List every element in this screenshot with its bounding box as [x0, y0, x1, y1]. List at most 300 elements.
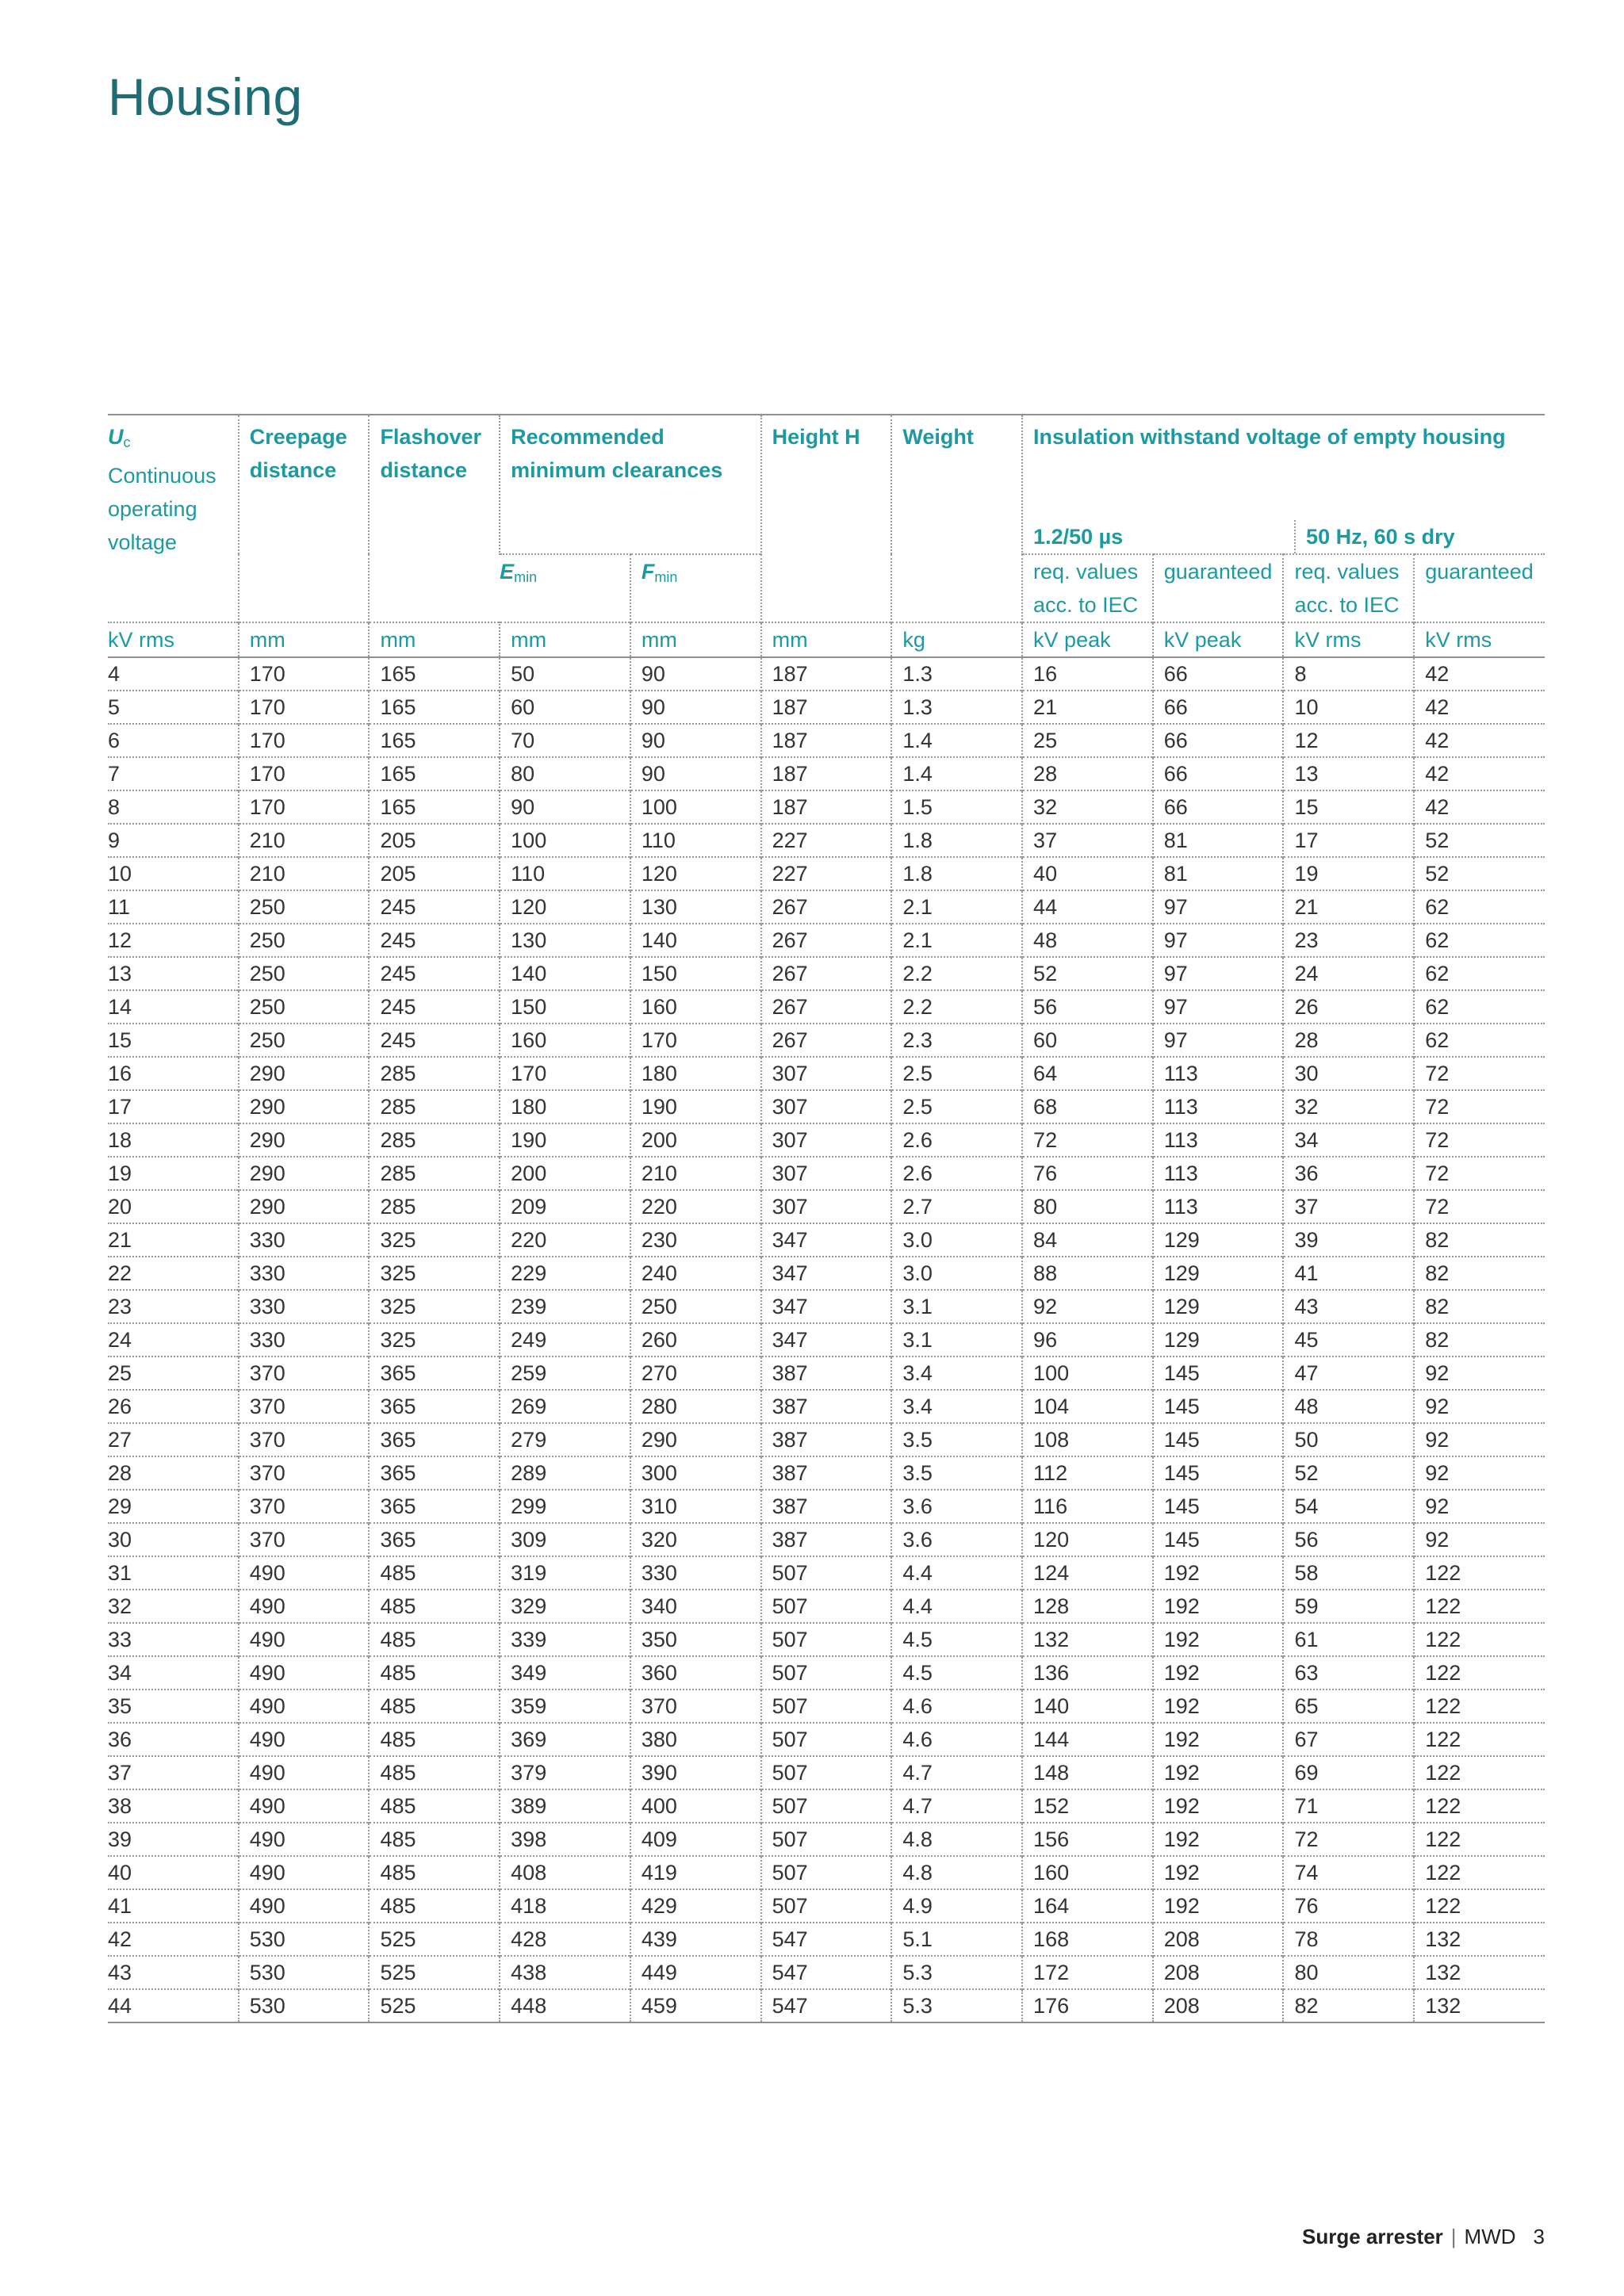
table-row: [108, 1390, 1545, 1423]
table-cell: 104: [1022, 1390, 1153, 1423]
table-cell: 370: [239, 1357, 370, 1390]
table-cell: 140: [630, 924, 761, 957]
table-cell: 387: [761, 1390, 892, 1423]
table-cell: 90: [630, 724, 761, 757]
table-cell: 3.5: [891, 1423, 1022, 1456]
table-cell: 3.1: [891, 1323, 1022, 1357]
table-cell: 68: [1022, 1090, 1153, 1123]
table-cell: 50: [500, 657, 630, 691]
table-cell: 42: [1414, 657, 1545, 691]
table-cell: 227: [761, 824, 892, 857]
table-cell: 160: [630, 990, 761, 1024]
page-number: 3: [1533, 2225, 1545, 2248]
table-cell: 37: [1022, 824, 1153, 857]
table-cell: 92: [1022, 1290, 1153, 1323]
table-row: [108, 1623, 1545, 1656]
table-cell: 267: [761, 1024, 892, 1057]
table-cell: 60: [1022, 1024, 1153, 1057]
table-cell: 547: [761, 1923, 892, 1956]
table-cell: 429: [630, 1889, 761, 1923]
table-cell: 269: [500, 1390, 630, 1423]
table-cell: 42: [1414, 691, 1545, 724]
table-row: [108, 1257, 1545, 1290]
table-cell: 129: [1153, 1223, 1284, 1257]
table-cell: 459: [630, 1989, 761, 2022]
table-cell: 3.5: [891, 1456, 1022, 1490]
table-cell: 37: [1283, 1190, 1414, 1223]
table-cell: 230: [630, 1223, 761, 1257]
table-cell: 245: [369, 890, 500, 924]
table-cell: 3.4: [891, 1357, 1022, 1390]
table-cell: 307: [761, 1057, 892, 1090]
table-cell: 285: [369, 1057, 500, 1090]
header-impulse-req: req. values acc. to IEC: [1022, 554, 1153, 622]
table-cell: 192: [1153, 1856, 1284, 1889]
footer-brand: Surge arrester: [1302, 2225, 1443, 2248]
table-cell: 72: [1414, 1157, 1545, 1190]
table-cell: 7: [108, 762, 121, 786]
table-cell: 289: [500, 1456, 630, 1490]
table-cell: 148: [1022, 1756, 1153, 1789]
table-cell: 113: [1153, 1123, 1284, 1157]
table-row: [108, 924, 1545, 957]
table-cell: 28: [1022, 757, 1153, 790]
table-row: [108, 1456, 1545, 1490]
table-cell: 3.1: [891, 1290, 1022, 1323]
table-cell: 32: [108, 1594, 132, 1618]
table-cell: 113: [1153, 1157, 1284, 1190]
table-cell: 42: [108, 1927, 132, 1951]
table-cell: 485: [369, 1590, 500, 1623]
table-cell: 24: [1283, 957, 1414, 990]
table-cell: 113: [1153, 1190, 1284, 1223]
table-cell: 28: [1283, 1024, 1414, 1057]
table-cell: 2.2: [891, 990, 1022, 1024]
table-cell: 17: [1283, 824, 1414, 857]
table-row: [108, 757, 1545, 790]
table-cell: 132: [1414, 1989, 1545, 2022]
units-row: [108, 622, 1545, 657]
table-cell: 12: [108, 928, 132, 952]
table-cell: 220: [500, 1223, 630, 1257]
table-cell: 2.5: [891, 1090, 1022, 1123]
table-cell: 380: [630, 1723, 761, 1756]
table-cell: 1.5: [891, 790, 1022, 824]
table-cell: 307: [761, 1123, 892, 1157]
table-cell: 530: [239, 1923, 370, 1956]
table-cell: 74: [1283, 1856, 1414, 1889]
table-cell: 97: [1153, 1024, 1284, 1057]
table-cell: 507: [761, 1889, 892, 1923]
table-row: [108, 1823, 1545, 1856]
table-cell: 30: [1283, 1057, 1414, 1090]
table-cell: 43: [1283, 1290, 1414, 1323]
table-cell: 22: [108, 1261, 132, 1285]
table-cell: 122: [1414, 1856, 1545, 1889]
table-cell: 4.8: [891, 1823, 1022, 1856]
header-fmin: $F_{min}$: [630, 554, 761, 622]
table-cell: 239: [500, 1290, 630, 1323]
table-cell: 485: [369, 1556, 500, 1590]
table-cell: 250: [630, 1290, 761, 1323]
table-row: [108, 657, 1545, 691]
table-cell: 449: [630, 1956, 761, 1989]
table-cell: 26: [108, 1395, 132, 1418]
table-cell: 23: [108, 1295, 132, 1318]
table-cell: 192: [1153, 1756, 1284, 1789]
table-cell: 227: [761, 857, 892, 890]
table-cell: 40: [1022, 857, 1153, 890]
table-cell: 21: [1022, 691, 1153, 724]
table-cell: 419: [630, 1856, 761, 1889]
table-cell: 92: [1414, 1523, 1545, 1556]
table-cell: 12: [1283, 724, 1414, 757]
table-cell: 122: [1414, 1590, 1545, 1623]
table-cell: 47: [1283, 1357, 1414, 1390]
table-cell: 67: [1283, 1723, 1414, 1756]
unit-cell: kV rms: [1414, 622, 1545, 657]
table-cell: 299: [500, 1490, 630, 1523]
table-cell: 365: [369, 1490, 500, 1523]
table-cell: 485: [369, 1823, 500, 1856]
table-cell: 490: [239, 1656, 370, 1689]
table-row: [108, 1423, 1545, 1456]
table-cell: 250: [239, 1024, 370, 1057]
table-cell: 360: [630, 1656, 761, 1689]
header-impulse: 1.2/50 µs: [1033, 525, 1124, 549]
table-cell: 25: [1022, 724, 1153, 757]
table-cell: 92: [1414, 1456, 1545, 1490]
table-cell: 62: [1414, 1024, 1545, 1057]
table-cell: 43: [108, 1961, 132, 1984]
table-cell: 90: [500, 790, 630, 824]
table-cell: 80: [1283, 1956, 1414, 1989]
table-cell: 56: [1022, 990, 1153, 1024]
table-cell: 320: [630, 1523, 761, 1556]
table-row: [108, 1656, 1545, 1689]
table-cell: 16: [1022, 657, 1153, 691]
table-cell: 21: [1283, 890, 1414, 924]
table-cell: 3.6: [891, 1490, 1022, 1523]
table-cell: 245: [369, 990, 500, 1024]
table-cell: 61: [1283, 1623, 1414, 1656]
table-cell: 365: [369, 1357, 500, 1390]
table-cell: 170: [239, 790, 370, 824]
table-cell: 113: [1153, 1090, 1284, 1123]
table-cell: 490: [239, 1689, 370, 1723]
table-cell: 485: [369, 1723, 500, 1756]
table-cell: 418: [500, 1889, 630, 1923]
table-cell: 110: [630, 824, 761, 857]
table-cell: 245: [369, 924, 500, 957]
table-cell: 170: [239, 724, 370, 757]
table-cell: 325: [369, 1323, 500, 1357]
table-cell: 65: [1283, 1689, 1414, 1723]
table-cell: 24: [108, 1328, 132, 1352]
table-cell: 145: [1153, 1423, 1284, 1456]
table-cell: 150: [630, 957, 761, 990]
table-cell: 220: [630, 1190, 761, 1223]
table-cell: 387: [761, 1490, 892, 1523]
table-cell: 4.7: [891, 1756, 1022, 1789]
table-cell: 72: [1414, 1190, 1545, 1223]
table-cell: 390: [630, 1756, 761, 1789]
table-cell: 187: [761, 691, 892, 724]
table-row: [108, 1923, 1545, 1956]
table-cell: 144: [1022, 1723, 1153, 1756]
table-cell: 279: [500, 1423, 630, 1456]
table-cell: 165: [369, 691, 500, 724]
table-cell: 170: [239, 657, 370, 691]
table-cell: 48: [1022, 924, 1153, 957]
table-row: [108, 1290, 1545, 1323]
table-cell: 9: [108, 828, 121, 852]
table-cell: 4.6: [891, 1689, 1022, 1723]
table-cell: 54: [1283, 1490, 1414, 1523]
table-cell: 71: [1283, 1789, 1414, 1823]
table-cell: 129: [1153, 1323, 1284, 1357]
table-cell: 370: [239, 1490, 370, 1523]
table-cell: 365: [369, 1423, 500, 1456]
table-cell: 27: [108, 1428, 132, 1452]
table-row: [108, 1223, 1545, 1257]
table-cell: 32: [1283, 1090, 1414, 1123]
table-cell: 525: [369, 1989, 500, 2022]
table-cell: 63: [1283, 1656, 1414, 1689]
table-cell: 42: [1414, 724, 1545, 757]
table-cell: 5.3: [891, 1956, 1022, 1989]
table-cell: 170: [630, 1024, 761, 1057]
table-cell: 379: [500, 1756, 630, 1789]
table-cell: 100: [500, 824, 630, 857]
unit-cell: kV peak: [1022, 622, 1153, 657]
table-cell: 190: [500, 1123, 630, 1157]
table-cell: 309: [500, 1523, 630, 1556]
table-cell: 1.8: [891, 824, 1022, 857]
table-cell: 387: [761, 1423, 892, 1456]
table-cell: 439: [630, 1923, 761, 1956]
table-cell: 72: [1414, 1057, 1545, 1090]
table-cell: 240: [630, 1257, 761, 1290]
table-cell: 285: [369, 1190, 500, 1223]
table-cell: 490: [239, 1623, 370, 1656]
table-cell: 2.2: [891, 957, 1022, 990]
table-row: [108, 1989, 1545, 2022]
table-cell: 350: [630, 1623, 761, 1656]
table-cell: 10: [1283, 691, 1414, 724]
table-cell: 245: [369, 1024, 500, 1057]
table-cell: 15: [1283, 790, 1414, 824]
table-cell: 150: [500, 990, 630, 1024]
table-cell: 525: [369, 1923, 500, 1956]
table-cell: 507: [761, 1723, 892, 1756]
table-cell: 4.6: [891, 1723, 1022, 1756]
table-cell: 250: [239, 924, 370, 957]
table-cell: 36: [108, 1728, 132, 1751]
table-cell: 62: [1414, 957, 1545, 990]
table-cell: 97: [1153, 957, 1284, 990]
table-cell: 37: [108, 1761, 132, 1785]
table-cell: 290: [239, 1157, 370, 1190]
table-cell: 34: [1283, 1123, 1414, 1157]
table-cell: 347: [761, 1290, 892, 1323]
table-cell: 2.1: [891, 890, 1022, 924]
table-cell: 15: [108, 1028, 132, 1052]
table-cell: 349: [500, 1656, 630, 1689]
table-cell: 120: [1022, 1523, 1153, 1556]
table-cell: 160: [1022, 1856, 1153, 1889]
table-cell: 365: [369, 1523, 500, 1556]
table-cell: 387: [761, 1357, 892, 1390]
header-flashover: Flashover distance: [369, 415, 500, 622]
table-cell: 72: [1022, 1123, 1153, 1157]
table-cell: 72: [1283, 1823, 1414, 1856]
table-cell: 370: [239, 1423, 370, 1456]
unit-cell: kg: [891, 622, 1022, 657]
table-row: [108, 1490, 1545, 1523]
table-cell: 307: [761, 1090, 892, 1123]
table-cell: 428: [500, 1923, 630, 1956]
table-cell: 90: [630, 691, 761, 724]
table-cell: 145: [1153, 1523, 1284, 1556]
table-cell: 325: [369, 1257, 500, 1290]
table-cell: 408: [500, 1856, 630, 1889]
table-cell: 3.0: [891, 1223, 1022, 1257]
unit-cell: kV rms: [108, 628, 174, 652]
table-row: [108, 824, 1545, 857]
table-cell: 44: [108, 1994, 132, 2018]
table-cell: 44: [1022, 890, 1153, 924]
table-cell: 485: [369, 1856, 500, 1889]
table-cell: 370: [630, 1689, 761, 1723]
table-cell: 187: [761, 790, 892, 824]
table-cell: 66: [1153, 657, 1284, 691]
table-cell: 48: [1283, 1390, 1414, 1423]
table-cell: 122: [1414, 1689, 1545, 1723]
table-cell: 389: [500, 1789, 630, 1823]
table-cell: 192: [1153, 1789, 1284, 1823]
table-cell: 156: [1022, 1823, 1153, 1856]
table-cell: 30: [108, 1528, 132, 1552]
table-cell: 41: [1283, 1257, 1414, 1290]
table-cell: 2.5: [891, 1057, 1022, 1090]
table-cell: 200: [500, 1157, 630, 1190]
table-row: [108, 1889, 1545, 1923]
table-cell: 78: [1283, 1923, 1414, 1956]
table-cell: 307: [761, 1157, 892, 1190]
header-ac-guaranteed: guaranteed: [1414, 554, 1545, 622]
footer: [1302, 2225, 1545, 2249]
table-cell: 290: [239, 1123, 370, 1157]
header-ac-req: req. values acc. to IEC: [1283, 554, 1414, 622]
table-cell: 209: [500, 1190, 630, 1223]
table-cell: 347: [761, 1257, 892, 1290]
table-cell: 168: [1022, 1923, 1153, 1956]
table-cell: 490: [239, 1556, 370, 1590]
table-cell: 1.4: [891, 724, 1022, 757]
table-cell: 369: [500, 1723, 630, 1756]
table-row: [108, 1590, 1545, 1623]
table-cell: 192: [1153, 1723, 1284, 1756]
table-cell: 122: [1414, 1723, 1545, 1756]
table-cell: 530: [239, 1956, 370, 1989]
table-cell: 229: [500, 1257, 630, 1290]
table-row: [108, 1789, 1545, 1823]
table-cell: 290: [239, 1057, 370, 1090]
table-cell: 325: [369, 1290, 500, 1323]
table-cell: 39: [108, 1827, 132, 1851]
table-cell: 92: [1414, 1357, 1545, 1390]
header-creepage: Creepage distance: [239, 415, 370, 622]
table-cell: 2.6: [891, 1157, 1022, 1190]
table-cell: 267: [761, 924, 892, 957]
table-cell: 3.4: [891, 1390, 1022, 1423]
table-cell: 56: [1283, 1523, 1414, 1556]
table-cell: 365: [369, 1390, 500, 1423]
table-body: [108, 657, 1545, 2022]
table-cell: 285: [369, 1123, 500, 1157]
table-row: [108, 691, 1545, 724]
table-cell: 490: [239, 1756, 370, 1789]
table-cell: 3.6: [891, 1523, 1022, 1556]
housing-table: [108, 414, 1545, 2023]
table-cell: 270: [630, 1357, 761, 1390]
table-cell: 347: [761, 1223, 892, 1257]
table-cell: 165: [369, 757, 500, 790]
table-cell: 59: [1283, 1590, 1414, 1623]
table-cell: 507: [761, 1789, 892, 1823]
table-cell: 82: [1414, 1223, 1545, 1257]
table-cell: 116: [1022, 1490, 1153, 1523]
page-title: Housing: [108, 67, 303, 126]
table-row: [108, 724, 1545, 757]
table-cell: 1.8: [891, 857, 1022, 890]
header-uc: $U_c$ Continuous operating voltage: [108, 425, 216, 554]
table-cell: 122: [1414, 1889, 1545, 1923]
unit-cell: mm: [239, 622, 370, 657]
table-cell: 485: [369, 1756, 500, 1789]
footer-separator: |: [1450, 2225, 1457, 2248]
table-cell: 530: [239, 1989, 370, 2022]
table-cell: 1.3: [891, 657, 1022, 691]
table-row: [108, 1856, 1545, 1889]
table-cell: 66: [1153, 691, 1284, 724]
table-cell: 35: [108, 1694, 132, 1718]
header-clearances: Recommended minimum clearances: [500, 415, 760, 554]
table-cell: 260: [630, 1323, 761, 1357]
unit-cell: mm: [500, 622, 630, 657]
table-cell: 190: [630, 1090, 761, 1123]
table-row: [108, 1956, 1545, 1989]
table-cell: 2.3: [891, 1024, 1022, 1057]
table-cell: 359: [500, 1689, 630, 1723]
table-cell: 90: [630, 757, 761, 790]
table-cell: 13: [1283, 757, 1414, 790]
table-row: [108, 890, 1545, 924]
unit-cell: mm: [630, 622, 761, 657]
table-cell: 81: [1153, 857, 1284, 890]
table-cell: 72: [1414, 1123, 1545, 1157]
table-cell: 108: [1022, 1423, 1153, 1456]
table-cell: 507: [761, 1590, 892, 1623]
table-cell: 339: [500, 1623, 630, 1656]
table-cell: 8: [108, 795, 121, 819]
table-cell: 398: [500, 1823, 630, 1856]
header-emin: $E_{min}$: [500, 554, 630, 622]
table-cell: 66: [1153, 790, 1284, 824]
table-cell: 507: [761, 1556, 892, 1590]
table-cell: 40: [108, 1861, 132, 1885]
